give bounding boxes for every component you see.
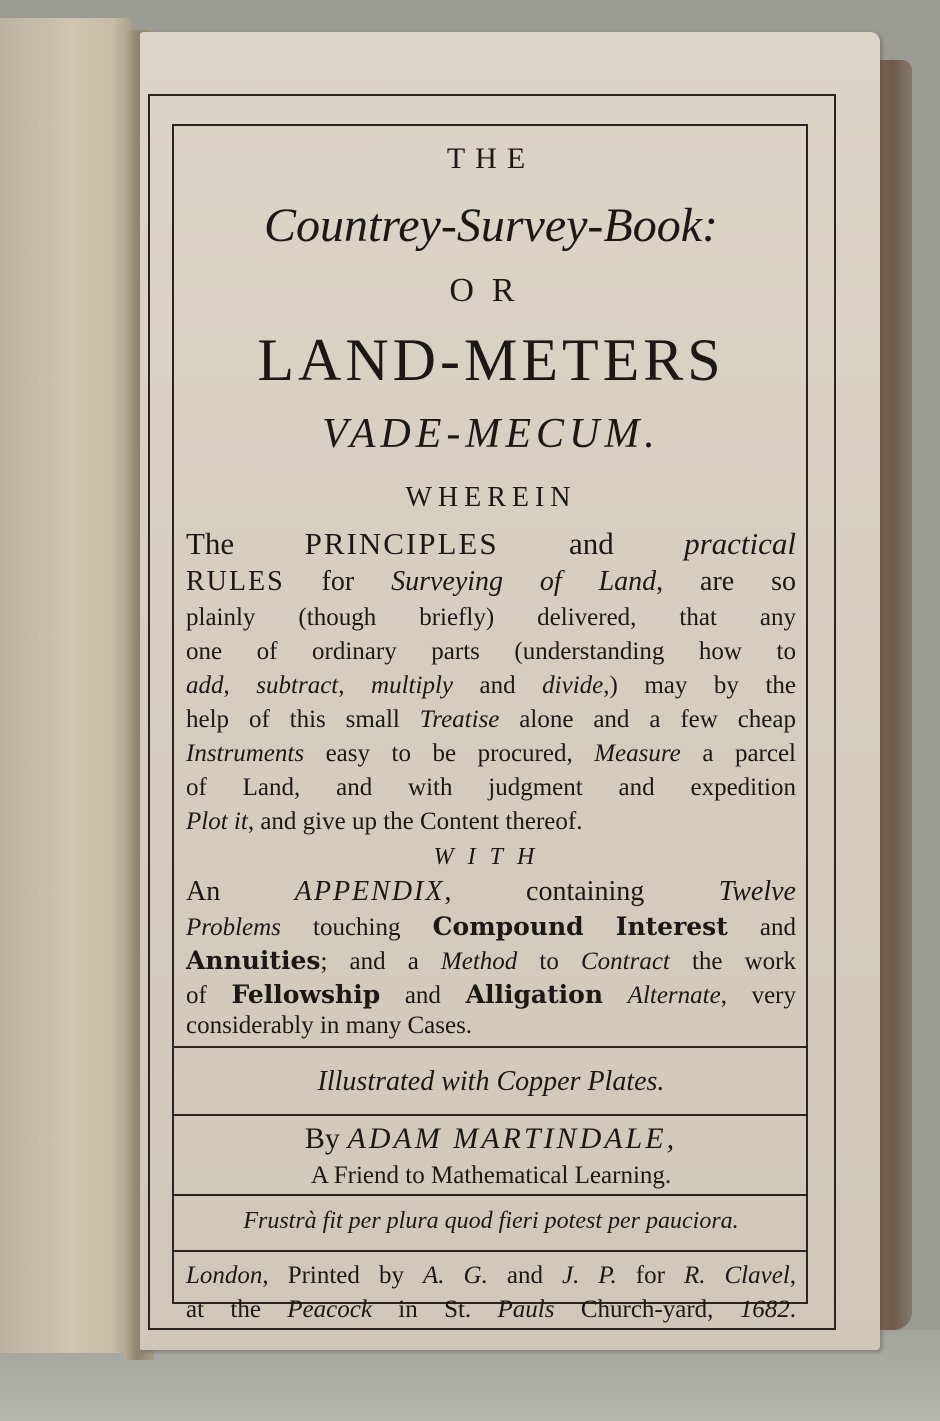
description-line: The PRINCIPLES and practical xyxy=(186,526,796,561)
imprint-line: at the Peacock in St. Pauls Church-yard, 1682. xyxy=(186,1296,796,1323)
description-line: RULES for Surveying of Land, are so xyxy=(186,566,797,597)
appendix-line: Problems touching Compound Interest and xyxy=(186,912,796,941)
left-page xyxy=(0,18,132,1353)
wherein: WHEREIN xyxy=(405,482,577,513)
main-title: Countrey-Survey-Book: xyxy=(263,199,719,252)
subtitle: LAND-METERS xyxy=(257,327,725,393)
with: WITH xyxy=(433,844,549,870)
divider-rule xyxy=(172,1046,808,1048)
author-line: By ADAM MARTINDALE, xyxy=(304,1122,678,1155)
divider-rule xyxy=(172,1194,808,1196)
imprint-line: London, Printed by A. G. and J. P. for R. Clavel, xyxy=(186,1262,797,1289)
description-line: of Land, and with judgment and expedition xyxy=(186,774,796,801)
illustrated-note: Illustrated with Copper Plates. xyxy=(317,1066,665,1097)
divider-rule xyxy=(172,1114,808,1116)
description-line: plainly (though briefly) delivered, that any xyxy=(186,604,796,631)
description-line: add, subtract, multiply and divide,) may by the xyxy=(186,672,797,699)
appendix-line: considerably in many Cases. xyxy=(186,1012,473,1039)
description-line: Plot it, and give up the Content thereof. xyxy=(186,808,583,835)
appendix-line: An APPENDIX, containing Twelve xyxy=(186,876,796,907)
description-line: help of this small Treatise alone and a few cheap xyxy=(186,706,796,733)
title-the: THE xyxy=(446,142,536,175)
author-epithet: A Friend to Mathematical Learning. xyxy=(310,1162,672,1189)
title-or: OR xyxy=(449,272,533,309)
divider-rule xyxy=(172,1250,808,1252)
appendix-line: of Fellowship and Alligation Alternate, very xyxy=(186,980,797,1009)
latin-motto: Frustrà fit per plura quod fieri potest per pauciora. xyxy=(243,1208,739,1234)
description-line: Instruments easy to be procured, Measure a parcel xyxy=(186,740,796,767)
vade-mecum: VADE-MECUM. xyxy=(322,411,660,457)
description-line: one of ordinary parts (understanding how to xyxy=(186,638,796,665)
appendix-line: Annuities; and a Method to Contract the work xyxy=(186,946,797,975)
